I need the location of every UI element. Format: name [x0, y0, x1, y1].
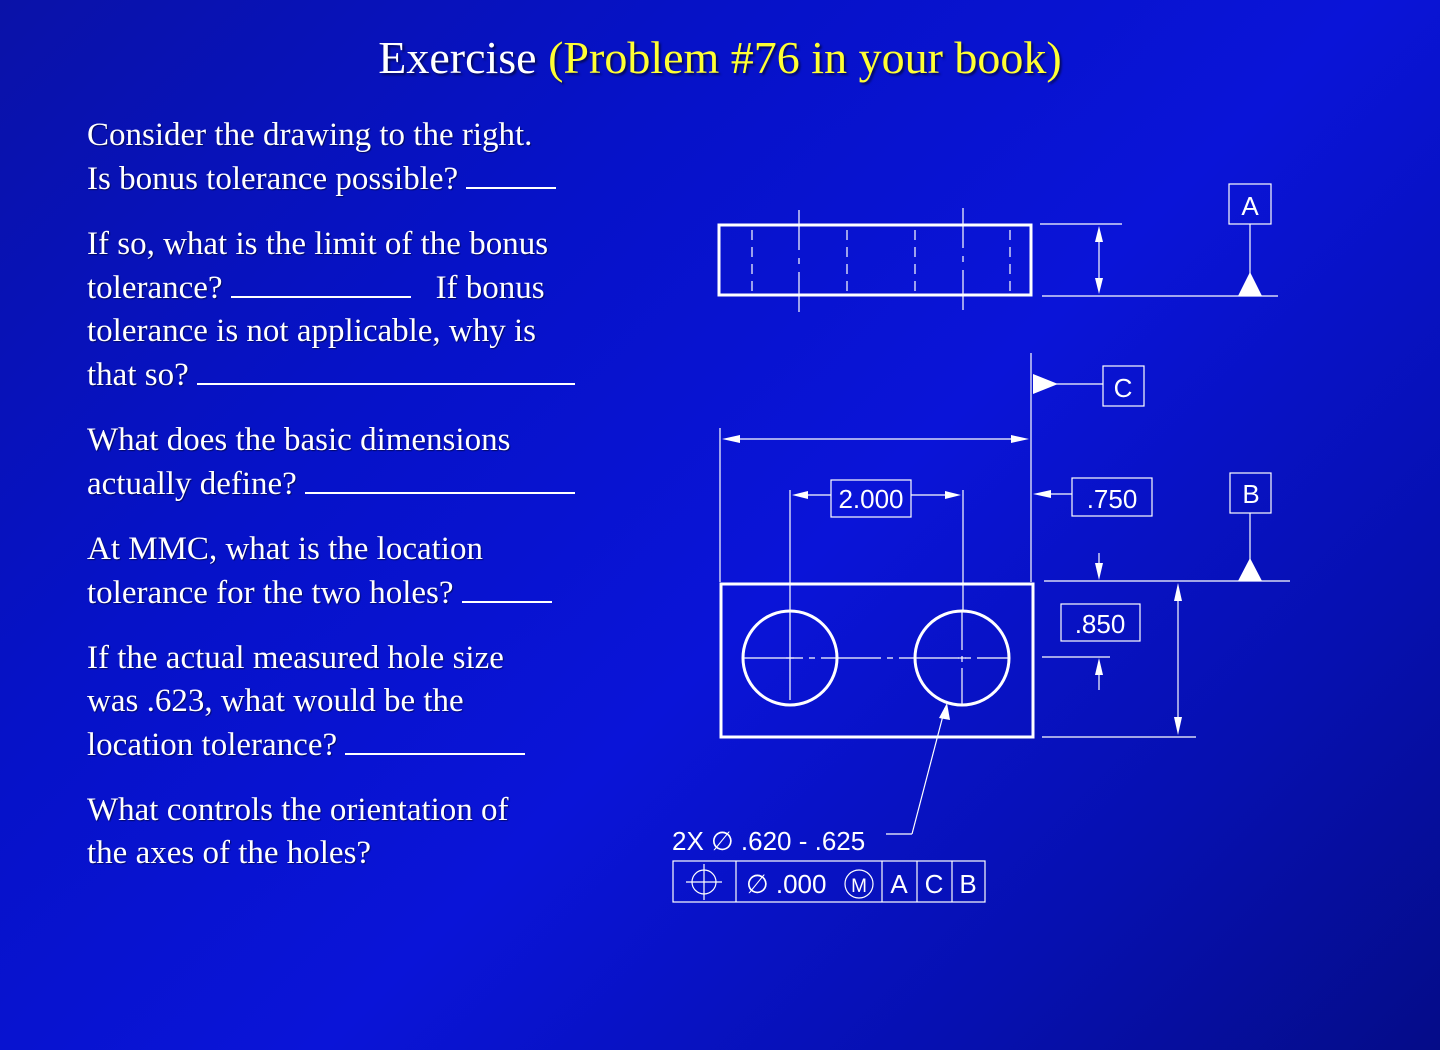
arrowhead — [945, 491, 961, 499]
top-view — [719, 184, 1278, 312]
front-view — [720, 353, 1290, 834]
question-2-text1: If so, what is the limit of the bonus — [87, 226, 549, 262]
datum-triangle — [1033, 374, 1058, 394]
fcf-modifier: M — [851, 876, 867, 897]
question-5-text3: location tolerance? — [87, 727, 338, 763]
leader-line — [912, 708, 945, 834]
datum-b-label: B — [1242, 479, 1260, 509]
arrowhead — [939, 703, 950, 720]
question-4-text1: At MMC, what is the location — [87, 531, 483, 567]
top-view-outline — [719, 225, 1031, 295]
arrowhead — [792, 491, 808, 499]
feature-control-frame — [673, 861, 985, 902]
hole-callout-group — [672, 826, 985, 902]
title-accent: (Problem #76 in your book) — [548, 32, 1062, 83]
question-6-text2: the axes of the holes? — [87, 835, 372, 871]
position-icon — [686, 864, 722, 900]
arrowhead — [1095, 278, 1103, 294]
fcf-datum-primary: A — [890, 869, 908, 899]
question-6-text1: What controls the orientation of — [87, 792, 509, 828]
dim-hole-spacing: 2.000 — [838, 484, 904, 514]
front-view-outline — [721, 584, 1033, 737]
title-main: Exercise — [378, 32, 537, 83]
datum-c-label: C — [1113, 373, 1133, 403]
question-1-line2: Is bonus tolerance possible? — [87, 161, 459, 197]
question-2-text3: If bonus — [435, 270, 545, 306]
arrowhead — [1174, 717, 1182, 735]
question-3-text1: What does the basic dimensions — [87, 422, 511, 458]
question-2-text2: tolerance? — [87, 270, 223, 306]
arrowhead — [1011, 435, 1029, 443]
fcf-datum-secondary: C — [924, 869, 944, 899]
datum-a-label: A — [1241, 191, 1259, 221]
arrowhead — [1033, 490, 1051, 498]
arrowhead — [1095, 658, 1103, 675]
arrowhead — [722, 435, 740, 443]
question-3-text2: actually define? — [87, 466, 297, 502]
question-1-line1: Consider the drawing to the right. — [87, 117, 533, 153]
arrowhead — [1174, 583, 1182, 601]
dim-height: .850 — [1074, 609, 1126, 639]
arrowhead — [1095, 226, 1103, 242]
fcf-tolerance: ∅ .000 — [746, 869, 827, 899]
question-4-text2: tolerance for the two holes? — [87, 575, 454, 611]
arrowhead — [1095, 563, 1103, 580]
question-5-text1: If the actual measured hole size — [87, 640, 504, 676]
hole-callout: 2X ∅ .620 - .625 — [672, 826, 866, 856]
datum-triangle — [1238, 272, 1262, 296]
datum-triangle — [1238, 558, 1262, 581]
question-2-text5: that so? — [87, 357, 189, 393]
dim-edge-to-hole: .750 — [1086, 484, 1138, 514]
fcf-datum-tertiary: B — [959, 869, 977, 899]
question-5-text2: was .623, what would be the — [87, 683, 464, 719]
question-2-text4: tolerance is not applicable, why is — [87, 313, 537, 349]
